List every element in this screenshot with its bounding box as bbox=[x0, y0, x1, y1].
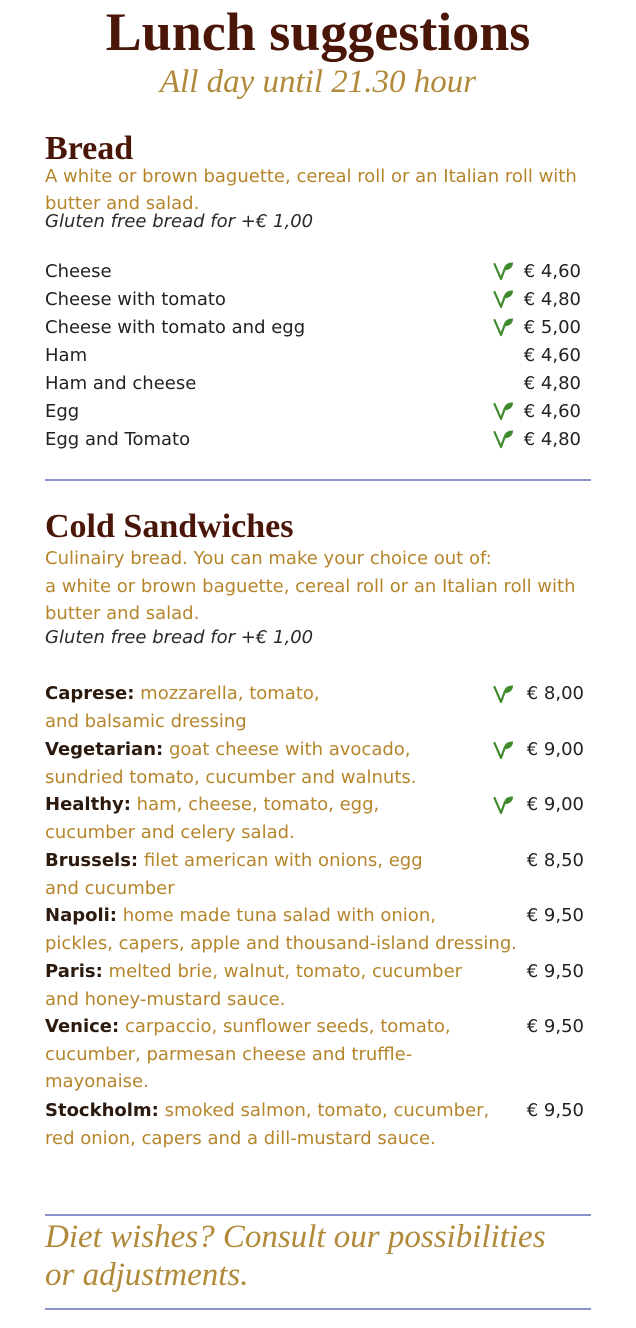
item-name: Caprese: bbox=[45, 683, 135, 704]
item-price: € 8,50 bbox=[526, 850, 584, 871]
list-item bbox=[45, 736, 590, 791]
list-item bbox=[45, 958, 590, 1013]
item-name: Ham and cheese bbox=[45, 373, 197, 394]
item-description: mayonaise. bbox=[45, 1071, 149, 1093]
item-name: Cheese with tomato and egg bbox=[45, 317, 306, 338]
item-price: € 4,60 bbox=[523, 345, 581, 366]
item-description: and honey-mustard sauce. bbox=[45, 988, 286, 1010]
list-item bbox=[45, 370, 585, 398]
section-heading-cold-sandwiches: Cold Sandwiches bbox=[45, 508, 294, 545]
item-price: € 4,60 bbox=[523, 261, 581, 282]
item-price: € 9,50 bbox=[526, 905, 584, 926]
cold-sandwiches-intro: Culinairy bread. You can make your choice out of: bbox=[45, 548, 492, 569]
list-item bbox=[45, 847, 590, 902]
list-item bbox=[45, 791, 590, 846]
list-item bbox=[45, 286, 585, 314]
item-name: Paris: bbox=[45, 961, 103, 982]
item-price: € 4,80 bbox=[523, 373, 581, 394]
list-item bbox=[45, 680, 590, 735]
bread-description: A white or brown baguette, cereal roll or an Italian roll with butter and salad. bbox=[45, 166, 577, 214]
section-divider bbox=[45, 1308, 591, 1310]
section-divider bbox=[45, 479, 591, 481]
item-description: filet american with onions, egg bbox=[138, 850, 423, 871]
item-name: Healthy: bbox=[45, 794, 131, 815]
item-description: smoked salmon, tomato, cucumber, bbox=[158, 1100, 490, 1121]
page-title: Lunch suggestions bbox=[105, 2, 531, 62]
vegetarian-icon bbox=[493, 289, 515, 309]
item-description: home made tuna salad with onion, bbox=[117, 905, 436, 926]
vegetarian-icon bbox=[493, 261, 515, 281]
item-name: Brussels: bbox=[45, 850, 139, 871]
item-name: Ham bbox=[45, 345, 88, 366]
diet-notice-line: or adjustments. bbox=[45, 1257, 249, 1293]
item-description: and balsamic dressing bbox=[45, 710, 247, 732]
item-price: € 4,60 bbox=[523, 401, 581, 422]
item-price: € 9,50 bbox=[526, 1016, 584, 1037]
list-item bbox=[45, 314, 585, 342]
item-name: Stockholm: bbox=[45, 1100, 159, 1121]
item-description: sundried tomato, cucumber and walnuts. bbox=[45, 766, 417, 788]
section-heading-bread: Bread bbox=[45, 130, 134, 167]
vegetarian-icon bbox=[493, 684, 515, 704]
list-item bbox=[45, 398, 585, 426]
item-description: ham, cheese, tomato, egg, bbox=[130, 794, 380, 815]
vegetarian-icon bbox=[493, 429, 515, 449]
item-description: melted brie, walnut, tomato, cucumber bbox=[102, 961, 463, 982]
item-description: cucumber, parmesan cheese and truffle- bbox=[45, 1043, 413, 1065]
vegetarian-icon bbox=[493, 317, 515, 337]
item-price: € 9,00 bbox=[526, 739, 584, 760]
list-item bbox=[45, 258, 585, 286]
item-description: carpaccio, sunflower seeds, tomato, bbox=[119, 1016, 451, 1037]
item-description: goat cheese with avocado, bbox=[163, 739, 411, 760]
item-price: € 4,80 bbox=[523, 289, 581, 310]
item-name: Vegetarian: bbox=[45, 739, 164, 760]
section-divider bbox=[45, 1214, 591, 1216]
cold-sandwiches-gluten-note: Gluten free bread for +€ 1,00 bbox=[45, 627, 314, 648]
list-item bbox=[45, 1013, 590, 1096]
item-price: € 9,00 bbox=[526, 794, 584, 815]
item-price: € 4,80 bbox=[523, 429, 581, 450]
item-name: Egg bbox=[45, 401, 80, 422]
list-item bbox=[45, 426, 585, 454]
list-item bbox=[45, 1097, 590, 1152]
diet-notice bbox=[45, 1218, 546, 1294]
item-description: mozzarella, tomato, bbox=[134, 683, 320, 704]
item-name: Cheese bbox=[45, 261, 112, 282]
item-description: pickles, capers, apple and thousand-island dressing. bbox=[45, 932, 517, 954]
item-name: Egg and Tomato bbox=[45, 429, 191, 450]
item-description: red onion, capers and a dill-mustard sauce. bbox=[45, 1127, 436, 1149]
item-name: Napoli: bbox=[45, 905, 117, 926]
item-price: € 9,50 bbox=[526, 1100, 584, 1121]
item-price: € 9,50 bbox=[526, 961, 584, 982]
item-description: cucumber and celery salad. bbox=[45, 821, 295, 843]
item-price: € 5,00 bbox=[523, 317, 581, 338]
bread-gluten-note: Gluten free bread for +€ 1,00 bbox=[45, 211, 314, 232]
list-item bbox=[45, 342, 585, 370]
item-description: and cucumber bbox=[45, 877, 175, 899]
cold-sandwiches-description: a white or brown baguette, cereal roll or an Italian roll with butter and salad. bbox=[45, 576, 576, 624]
item-name: Cheese with tomato bbox=[45, 289, 226, 310]
page-subtitle: All day until 21.30 hour bbox=[159, 64, 477, 100]
item-price: € 8,00 bbox=[526, 683, 584, 704]
item-name: Venice: bbox=[45, 1016, 120, 1037]
diet-notice-line: Diet wishes? Consult our possibilities bbox=[45, 1219, 546, 1255]
vegetarian-icon bbox=[493, 401, 515, 421]
vegetarian-icon bbox=[493, 795, 515, 815]
vegetarian-icon bbox=[493, 740, 515, 760]
list-item bbox=[45, 902, 590, 957]
